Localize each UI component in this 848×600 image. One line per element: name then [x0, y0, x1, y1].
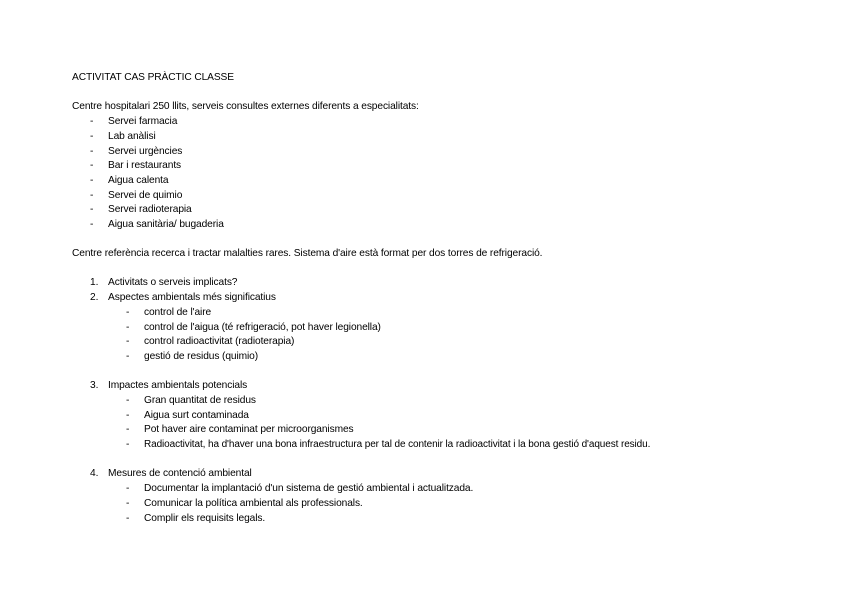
service-text: Aigua calenta: [108, 175, 169, 186]
bullet-dash: -: [90, 146, 94, 157]
question-number: 3.: [90, 380, 99, 391]
sub-item-text: Documentar la implantació d'un sistema de gestió ambiental i actualitzada.: [144, 483, 474, 494]
bullet-dash: -: [90, 204, 94, 215]
bullet-dash: -: [126, 395, 130, 406]
service-text: Servei farmacia: [108, 116, 178, 127]
service-text: Servei de quimio: [108, 190, 183, 201]
bullet-dash: -: [126, 483, 130, 494]
bullet-dash: -: [90, 116, 94, 127]
context-paragraph: Centre referència recerca i tractar malalties rares. Sistema d'aire està format per dos torres de refrigeració.: [72, 248, 543, 259]
service-text: Aigua sanitària/ bugaderia: [108, 219, 224, 230]
sub-item-text: Comunicar la política ambiental als professionals.: [144, 498, 363, 509]
bullet-dash: -: [126, 322, 130, 333]
sub-item-text: Aigua surt contaminada: [144, 410, 249, 421]
bullet-dash: -: [126, 513, 130, 524]
service-text: Servei urgències: [108, 146, 183, 157]
service-text: Servei radioterapia: [108, 204, 192, 215]
bullet-dash: -: [90, 190, 94, 201]
question-number: 4.: [90, 468, 99, 479]
intro-paragraph: Centre hospitalari 250 llits, serveis consultes externes diferents a especialitats:: [72, 101, 419, 112]
sub-item-text: Gran quantitat de residus: [144, 395, 256, 406]
sub-item-text: Complir els requisits legals.: [144, 513, 266, 524]
bullet-dash: -: [90, 219, 94, 230]
bullet-dash: -: [126, 439, 130, 450]
sub-item-text: control radioactivitat (radioterapia): [144, 336, 295, 347]
question-text: Mesures de contenció ambiental: [108, 468, 252, 479]
question-number: 1.: [90, 277, 99, 288]
bullet-dash: -: [126, 498, 130, 509]
bullet-dash: -: [126, 351, 130, 362]
document-title: ACTIVITAT CAS PRÀCTIC CLASSE: [72, 72, 234, 83]
bullet-dash: -: [126, 424, 130, 435]
question-text: Activitats o serveis implicats?: [108, 277, 238, 288]
question-text: Impactes ambientals potencials: [108, 380, 248, 391]
sub-item-text: gestió de residus (quimio): [144, 351, 259, 362]
bullet-dash: -: [90, 175, 94, 186]
bullet-dash: -: [90, 131, 94, 142]
question-text: Aspectes ambientals més significatius: [108, 292, 276, 303]
sub-item-text: control de l'aigua (té refrigeració, pot haver legionella): [144, 322, 381, 333]
sub-item-text: control de l'aire: [144, 307, 212, 318]
bullet-dash: -: [90, 160, 94, 171]
question-number: 2.: [90, 292, 99, 303]
bullet-dash: -: [126, 307, 130, 318]
service-text: Lab anàlisi: [108, 131, 156, 142]
sub-item-text: Pot haver aire contaminat per microorganismes: [144, 424, 354, 435]
bullet-dash: -: [126, 410, 130, 421]
bullet-dash: -: [126, 336, 130, 347]
service-text: Bar i restaurants: [108, 160, 182, 171]
sub-item-text: Radioactivitat, ha d'haver una bona infraestructura per tal de contenir la radioactivitat i la bona gestió d'aquest residu.: [144, 439, 651, 450]
